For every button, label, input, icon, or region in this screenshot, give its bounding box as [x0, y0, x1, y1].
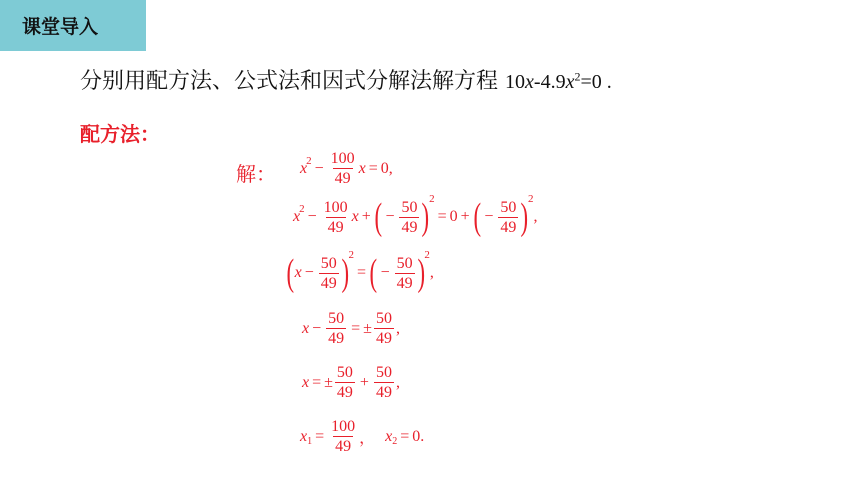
- solution-step-5: x = ± $\frac{50}{49}$ + $\frac{50}{49}$ ,: [302, 364, 400, 401]
- solution-lead: 解：: [236, 162, 276, 186]
- solution-step-1: x 2 − $\frac{100}{49}$ x = 0 ,: [300, 150, 393, 187]
- problem-statement: [80, 64, 612, 95]
- problem-equation: $10x-4.9x^2=0$ .: [505, 69, 612, 93]
- problem-text: 分别用配方法、公式法和因式分解法解方程: [80, 69, 499, 94]
- solution-step-2: x 2 − $\frac{100}{49}$ x + ( − $\frac{50}{49}$ ) 2 = 0 + ( − $\frac{50}{49}$ ) 2 ,: [293, 193, 538, 238]
- method-heading: 配方法：: [80, 122, 160, 146]
- section-tag: [0, 0, 146, 51]
- solution-step-3: ( x − $\frac{50}{49}$ ) 2 = ( − $\frac{50}{49}$ ) 2 ,: [286, 249, 434, 294]
- solution-step-4: x − $\frac{50}{49}$ = ± $\frac{50}{49}$ ,: [302, 310, 400, 347]
- solution-step-6: x 1 = $\frac{100}{49}$ ， x 2 = 0 .: [300, 418, 425, 455]
- section-tag-label: 课堂导入: [22, 16, 99, 38]
